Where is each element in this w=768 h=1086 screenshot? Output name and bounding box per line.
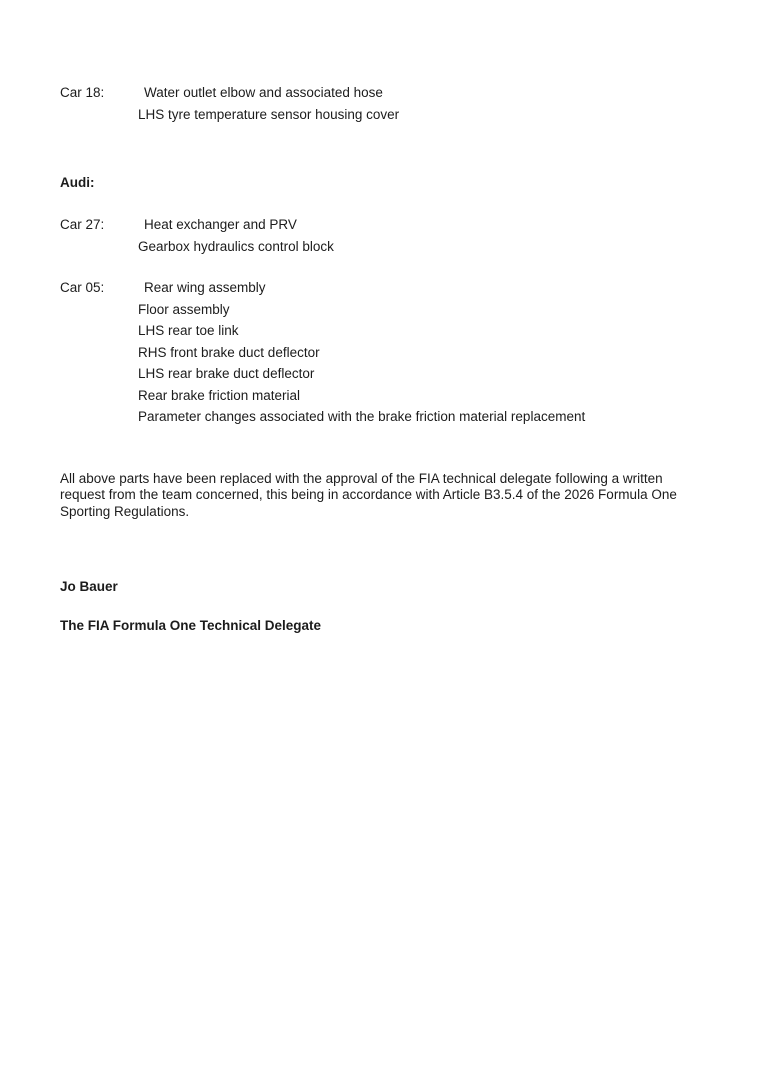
car-entry-05 — [60, 277, 585, 428]
signature-title: The FIA Formula One Technical Delegate — [60, 618, 322, 633]
car-entry-label: Car 27: — [60, 217, 105, 232]
replaced-part-item: Rear wing assembly — [144, 280, 266, 295]
car-entry-27 — [60, 214, 334, 257]
replaced-part-item: Rear brake friction material — [138, 387, 301, 403]
team-heading: Audi: — [60, 175, 95, 190]
replaced-part-item: Heat exchanger and PRV — [144, 217, 297, 232]
car-entry-items — [138, 277, 585, 428]
car-entry-items — [138, 214, 334, 257]
signature-name: Jo Bauer — [60, 579, 118, 594]
replaced-part-item: Floor assembly — [138, 301, 230, 317]
car-entry-items — [138, 82, 399, 125]
approval-paragraph: All above parts have been replaced with the approval of the FIA technical delegate following a written request from the team concerned, this being in accordance with Article B3.5.4 of the 2026 Formula One Sporting Regulations. — [60, 471, 677, 519]
car-entry-label: Car 05: — [60, 280, 105, 295]
replaced-part-item: LHS rear toe link — [138, 323, 239, 338]
replaced-part-item: Gearbox hydraulics control block — [138, 238, 334, 254]
replaced-part-item: Water outlet elbow and associated hose — [144, 85, 383, 100]
replaced-part-item: RHS front brake duct deflector — [138, 344, 320, 360]
replaced-part-item: LHS tyre temperature sensor housing cover — [138, 106, 400, 122]
replaced-part-item: LHS rear brake duct deflector — [138, 366, 315, 381]
car-entry-label: Car 18: — [60, 85, 105, 100]
car-entry-18 — [60, 82, 399, 125]
replaced-part-item: Parameter changes associated with the brake friction material replacement — [138, 409, 586, 424]
